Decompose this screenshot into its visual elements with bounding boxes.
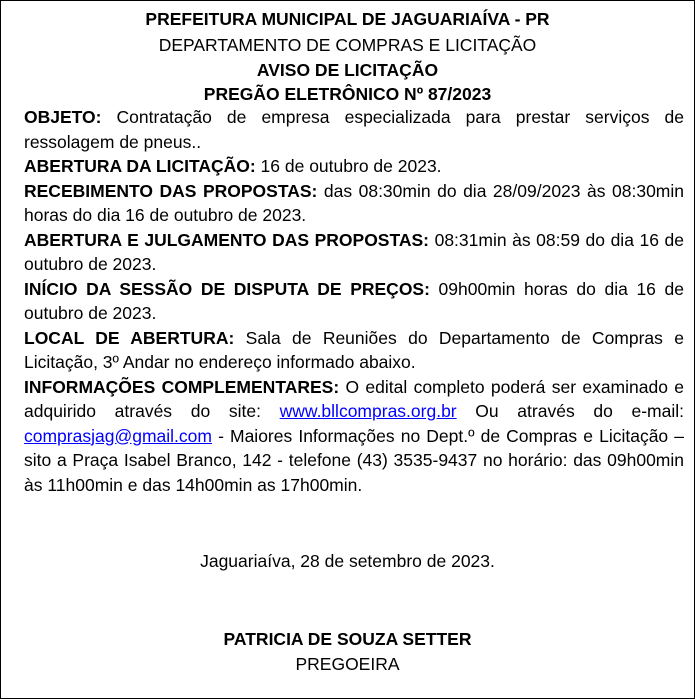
section-recebimento — [24, 179, 684, 228]
site-link[interactable]: www.bllcompras.org.br — [279, 401, 457, 421]
email-link[interactable]: comprasjag@gmail.com — [24, 425, 212, 446]
julgamento-text: 08:31min às 08:59 do dia 16 de outubro de 2023. — [24, 229, 684, 274]
document-date: Jaguariaíva, 28 de setembro de 2023. — [200, 551, 495, 571]
informacoes-text-2: Ou através do e-mail: — [456, 401, 684, 421]
recebimento-label: RECEBIMENTO DAS PROPOSTAS: — [24, 180, 318, 201]
signer-role: PREGOEIRA — [295, 654, 400, 674]
sessao-text: 09h00min horas do dia 16 de outubro de 2023. — [24, 278, 684, 323]
informacoes-text-1: O edital completo poderá ser examinado e adquirido através do site: — [24, 376, 685, 421]
informacoes-label: INFORMAÇÕES COMPLEMENTARES: — [24, 376, 340, 397]
section-sessao — [24, 277, 684, 326]
department-title: DEPARTAMENTO DE COMPRAS E LICITAÇÃO — [158, 35, 537, 55]
informacoes-text-3: - Maiores Informações no Dept.º de Compras e Licitação – sito a Praça Isabel Branco, 142 - telefone (43) 3535-9437 no horário: das 09h00min às 11h00min e das 14h00min as 17h00min. — [24, 425, 684, 495]
notice-title: AVISO DE LICITAÇÃO — [256, 60, 439, 80]
objeto-label: OBJETO: — [24, 107, 102, 127]
sessao-label: INÍCIO DA SESSÃO DE DISPUTA DE PREÇOS: — [24, 278, 430, 299]
signer-name: PATRICIA DE SOUZA SETTER — [223, 629, 472, 649]
julgamento-label: ABERTURA E JULGAMENTO DAS PROPOSTAS: — [24, 229, 430, 250]
section-informacoes — [24, 375, 684, 498]
abertura-text: 16 de outubro de 2023. — [255, 156, 442, 176]
notice-body — [24, 105, 684, 497]
recebimento-text: das 08:30min do dia 28/09/2023 às 08:30min horas do dia 16 de outubro de 2023. — [24, 180, 685, 225]
section-julgamento — [24, 228, 684, 277]
section-objeto — [24, 105, 684, 154]
auction-number: PREGÃO ELETRÔNICO Nº 87/2023 — [203, 84, 492, 104]
local-label: LOCAL DE ABERTURA: — [24, 327, 235, 348]
abertura-label: ABERTURA DA LICITAÇÃO: — [24, 156, 256, 176]
section-local — [24, 326, 684, 375]
section-abertura — [24, 154, 684, 179]
local-text: Sala de Reuniões do Departamento de Compras e Licitação, 3º Andar no endereço informado abaixo. — [24, 327, 684, 372]
objeto-text: Contratação de empresa especializada para prestar serviços de ressolagem de pneus.. — [24, 107, 684, 152]
municipality-title: PREFEITURA MUNICIPAL DE JAGUARIAÍVA - PR — [145, 9, 550, 29]
